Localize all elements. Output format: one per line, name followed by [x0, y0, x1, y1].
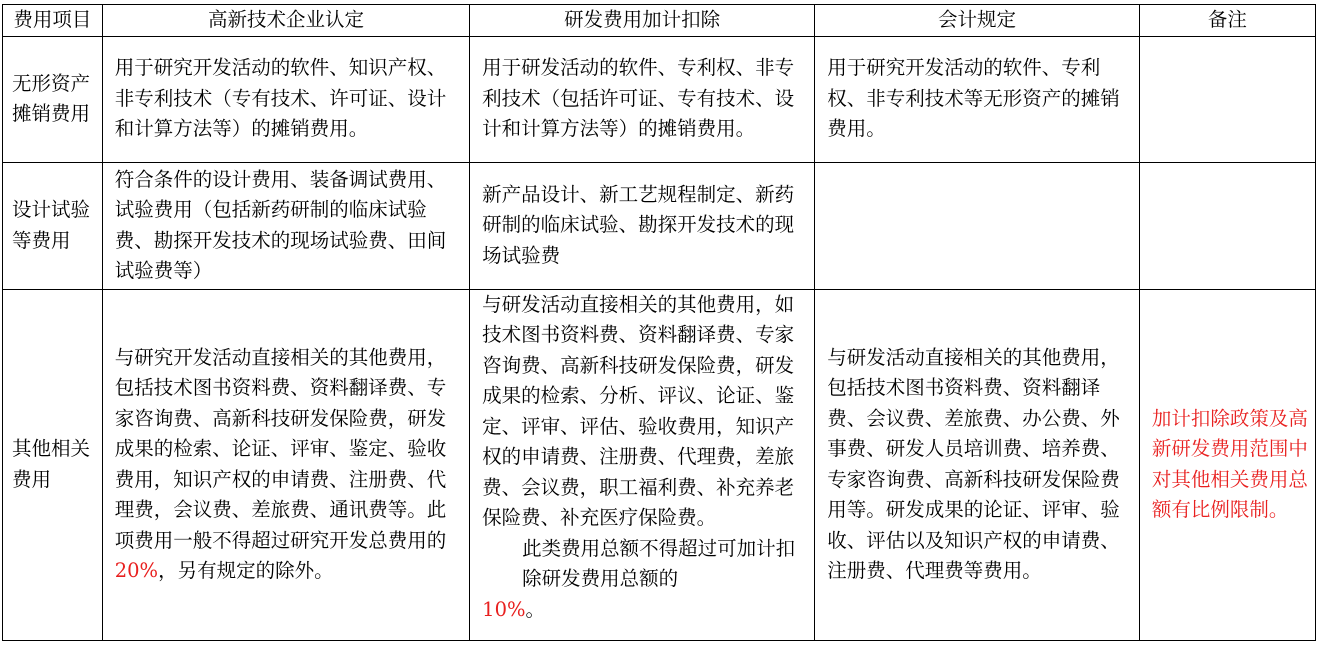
- deduction-text-end: 。: [525, 597, 546, 621]
- expense-comparison-table: [2, 4, 1316, 641]
- header-deduction: 研发费用加计扣除: [470, 5, 815, 37]
- hitech-cell: [102, 289, 469, 640]
- accounting-cell: [815, 162, 1140, 289]
- header-note: 备注: [1139, 5, 1315, 37]
- deduction-cell: 新产品设计、新工艺规程制定、新药研制的临床试验、勘探开发技术的现场试验费: [470, 162, 815, 289]
- note-cell: 加计扣除政策及高新研发费用范围中对其他相关费用总额有比例限制。: [1139, 289, 1315, 640]
- hitech-percentage: 20%: [114, 559, 159, 582]
- deduction-percentage: 10%: [482, 597, 526, 621]
- header-accounting: 会计规定: [815, 5, 1140, 37]
- table-row: [3, 289, 1316, 640]
- category-cell: 其他相关费用: [3, 289, 103, 640]
- hitech-text: 与研究开发活动直接相关的其他费用，包括技术图书资料费、资料翻译费、专家咨询费、高新科技研发保险费，研发成果的检索、论证、评审、鉴定、验收费用，知识产权的申请费、注册费、代理费，会议费、差旅费、通讯费等。此项费用一般不得超过研究开发总费用的: [114, 345, 447, 552]
- deduction-limit-text: 此类费用总额不得超过可加计扣除研发费用总额的: [522, 536, 796, 590]
- category-cell: 设计试验等费用: [3, 162, 103, 289]
- hitech-cell: 符合条件的设计费用、装备调试费用、试验费用（包括新药研制的临床试验费、勘探开发技术的现场试验费、田间试验费等）: [102, 162, 469, 289]
- deduction-cell: 用于研发活动的软件、专利权、非专利技术（包括许可证、专有技术、设计和计算方法等）的摊销费用。: [470, 36, 815, 162]
- table-row: [3, 36, 1316, 162]
- hitech-text-end: ，另有规定的除外。: [158, 559, 334, 582]
- accounting-cell: 用于研究开发活动的软件、专利权、非专利技术等无形资产的摊销费用。: [815, 36, 1140, 162]
- category-cell: 无形资产摊销费用: [3, 36, 103, 162]
- note-cell: [1139, 162, 1315, 289]
- note-cell: [1139, 36, 1315, 162]
- hitech-cell: 用于研究开发活动的软件、知识产权、非专利技术（专有技术、许可证、设计和计算方法等）的摊销费用。: [102, 36, 469, 162]
- deduction-cell: [470, 289, 815, 640]
- deduction-text: 与研发活动直接相关的其他费用，如技术图书资料费、资料翻译费、专家咨询费、高新科技研发保险费，研发成果的检索、分析、评议、论证、鉴定、评审、评估、验收费用，知识产权的申请费、注册费、代理费，差旅费、会议费，职工福利费、补充养老保险费、补充医疗保险费。: [482, 292, 795, 529]
- table-row: [3, 162, 1316, 289]
- header-row: [3, 5, 1316, 37]
- accounting-cell: 与研发活动直接相关的其他费用，包括技术图书资料费、资料翻译费、会议费、差旅费、办公费、外事费、研发人员培训费、培养费、专家咨询费、高新科技研发保险费用等。研发成果的论证、评审、验收、评估以及知识产权的申请费、注册费、代理费等费用。: [815, 289, 1140, 640]
- header-hitech: 高新技术企业认定: [102, 5, 469, 37]
- header-category: 费用项目: [3, 5, 103, 37]
